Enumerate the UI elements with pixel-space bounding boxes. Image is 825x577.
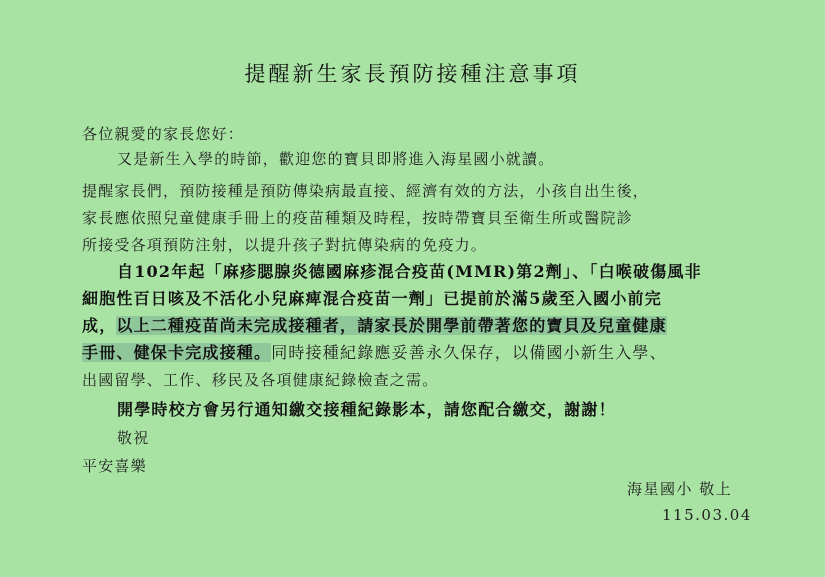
paragraph-2-line-3: 所接受各項預防注射，以提升孩子對抗傳染病的免疫力。	[82, 236, 488, 254]
paragraph-3-line-3-prefix: 成，	[82, 316, 117, 335]
paragraph-4: 開學時校方會另行通知繳交接種紀錄影本，請您配合繳交，謝謝！	[117, 400, 616, 419]
paragraph-3-line-3	[82, 316, 667, 336]
paragraph-1: 又是新生入學的時節，歡迎您的寶貝即將進入海星國小就讀。	[117, 150, 555, 168]
paragraph-3-line-2: 細胞性百日咳及不活化小兒麻痺混合疫苗一劑」已提前於滿5歲至入國小前完	[82, 289, 662, 308]
closing-regards: 敬祝	[117, 429, 150, 447]
closing-wish: 平安喜樂	[82, 457, 147, 475]
paragraph-2-line-1: 提醒家長們，預防接種是預防傳染病最直接、經濟有效的方法，小孩自出生後，	[82, 182, 650, 200]
paragraph-2-line-2: 家長應依照兒童健康手冊上的疫苗種類及時程，按時帶寶貝至衛生所或醫院診	[82, 209, 633, 227]
paragraph-3-line-4-rest: 同時接種紀錄應妥善永久保存，以備國小新生入學、	[271, 343, 667, 362]
notice-title: 提醒新生家長預防接種注意事項	[244, 62, 581, 86]
paragraph-3-line-4	[82, 343, 667, 363]
highlighted-text: 以上二種疫苗尚未完成接種者，請家長於開學前帶著您的寶貝及兒童健康	[116, 316, 667, 335]
paragraph-3-line-5: 出國留學、工作、移民及各項健康紀錄檢查之需。	[82, 371, 439, 389]
date: 115.03.04	[662, 506, 752, 524]
highlighted-text: 手冊、健保卡完成接種。	[82, 343, 272, 362]
paragraph-3-line-1: 自102年起「麻疹腮腺炎德國麻疹混合疫苗(MMR)第2劑」、「白喉破傷風非	[117, 262, 702, 281]
signature: 海星國小 敬上	[627, 480, 733, 498]
greeting: 各位親愛的家長您好：	[82, 125, 245, 143]
